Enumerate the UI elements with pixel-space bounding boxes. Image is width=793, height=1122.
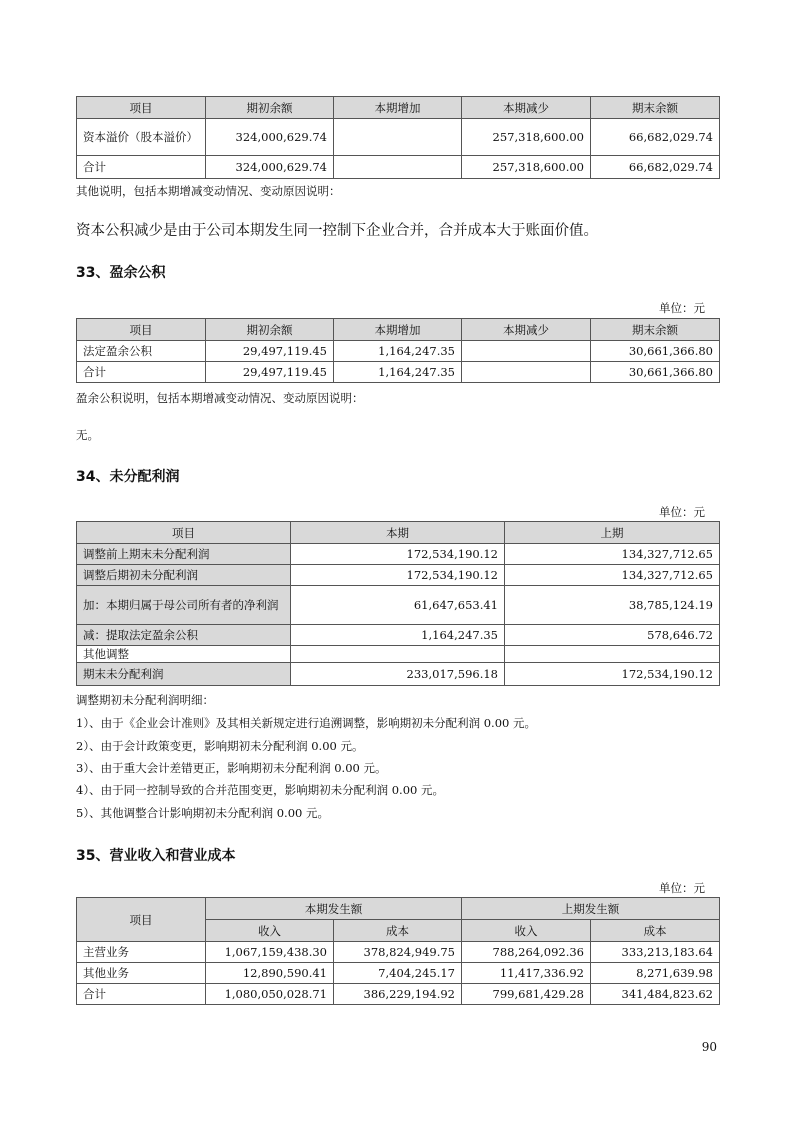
section-heading: 35、营业收入和营业成本 (76, 848, 236, 864)
header-cell: 成本 (334, 920, 462, 942)
row-label: 其他业务 (77, 963, 206, 984)
header-cell: 本期增加 (334, 319, 462, 341)
page-number: 90 (701, 1040, 717, 1054)
table-row (77, 963, 720, 984)
header-cell: 项目 (77, 319, 206, 341)
unit-label: 单位：元 (659, 505, 705, 519)
cell: 12,890,590.41 (206, 963, 334, 984)
cell (291, 646, 505, 663)
header-cell: 收入 (206, 920, 334, 942)
cell: 134,327,712.65 (505, 565, 720, 586)
table-row (77, 544, 720, 565)
unit-label: 单位：元 (659, 301, 705, 315)
cell: 8,271,639.98 (591, 963, 720, 984)
cell: 30,661,366.80 (591, 341, 720, 362)
table-row (77, 156, 720, 179)
capital-reserve-table (76, 96, 720, 179)
header-cell: 上期发生额 (462, 898, 720, 920)
cell: 378,824,949.75 (334, 942, 462, 963)
cell: 172,534,190.12 (505, 663, 720, 686)
table-row (77, 341, 720, 362)
header-cell: 项目 (77, 97, 206, 119)
cell: 341,484,823.62 (591, 984, 720, 1005)
cell: 7,404,245.17 (334, 963, 462, 984)
detail-label: 调整期初未分配利润明细： (76, 693, 214, 707)
header-cell: 期末余额 (591, 97, 720, 119)
header-cell: 项目 (77, 522, 291, 544)
cell: 324,000,629.74 (206, 119, 334, 156)
header-cell: 本期发生额 (206, 898, 462, 920)
header-cell: 上期 (505, 522, 720, 544)
section-heading: 34、未分配利润 (76, 469, 180, 485)
revenue-cost-table (76, 897, 720, 1005)
cell: 29,497,119.45 (206, 341, 334, 362)
cell: 324,000,629.74 (206, 156, 334, 179)
cell: 1,067,159,438.30 (206, 942, 334, 963)
table-row (77, 984, 720, 1005)
table-header-row (77, 97, 720, 119)
row-label: 其他调整 (77, 646, 291, 663)
cell: 1,164,247.35 (291, 625, 505, 646)
cell (334, 156, 462, 179)
header-cell: 本期增加 (334, 97, 462, 119)
cell (462, 341, 591, 362)
header-cell: 期初余额 (206, 97, 334, 119)
cell: 1,164,247.35 (334, 362, 462, 383)
header-cell: 期初余额 (206, 319, 334, 341)
cell: 257,318,600.00 (462, 119, 591, 156)
detail-item: 1）、由于《企业会计准则》及其相关新规定进行追溯调整，影响期初未分配利润 0.00 元。 (76, 716, 536, 730)
cell: 1,164,247.35 (334, 341, 462, 362)
note-label: 其他说明，包括本期增减变动情况、变动原因说明： (76, 184, 341, 198)
cell: 172,534,190.12 (291, 565, 505, 586)
cell: 66,682,029.74 (591, 119, 720, 156)
cell: 257,318,600.00 (462, 156, 591, 179)
row-label: 调整前上期末未分配利润 (77, 544, 291, 565)
row-label: 法定盈余公积 (77, 341, 206, 362)
cell: 172,534,190.12 (291, 544, 505, 565)
undistributed-profit-table (76, 521, 720, 686)
surplus-reserve-table (76, 318, 720, 383)
cell: 788,264,092.36 (462, 942, 591, 963)
detail-item: 5）、其他调整合计影响期初未分配利润 0.00 元。 (76, 806, 329, 820)
cell: 66,682,029.74 (591, 156, 720, 179)
row-label: 调整后期初未分配利润 (77, 565, 291, 586)
cell: 134,327,712.65 (505, 544, 720, 565)
cell: 799,681,429.28 (462, 984, 591, 1005)
table-row (77, 586, 720, 625)
row-label: 合计 (77, 156, 206, 179)
note-text: 无。 (76, 428, 99, 442)
header-cell: 本期 (291, 522, 505, 544)
cell: 1,080,050,028.71 (206, 984, 334, 1005)
detail-item: 3）、由于重大会计差错更正，影响期初未分配利润 0.00 元。 (76, 761, 387, 775)
header-cell: 成本 (591, 920, 720, 942)
cell (334, 119, 462, 156)
table-header-row (77, 898, 720, 920)
row-label: 资本溢价（股本溢价） (77, 119, 206, 156)
cell: 11,417,336.92 (462, 963, 591, 984)
row-label: 合计 (77, 984, 206, 1005)
cell: 30,661,366.80 (591, 362, 720, 383)
cell: 233,017,596.18 (291, 663, 505, 686)
table-row (77, 565, 720, 586)
header-cell: 期末余额 (591, 319, 720, 341)
cell (505, 646, 720, 663)
section-heading: 33、盈余公积 (76, 265, 166, 281)
header-cell: 项目 (77, 898, 206, 942)
table-row (77, 119, 720, 156)
table-row (77, 625, 720, 646)
cell: 29,497,119.45 (206, 362, 334, 383)
table-row (77, 362, 720, 383)
detail-item: 2）、由于会计政策变更，影响期初未分配利润 0.00 元。 (76, 739, 364, 753)
unit-label: 单位：元 (659, 881, 705, 895)
header-cell: 本期减少 (462, 97, 591, 119)
note-text: 资本公积减少是由于公司本期发生同一控制下企业合并，合并成本大于账面价值。 (76, 223, 598, 239)
row-label: 合计 (77, 362, 206, 383)
row-label: 期末未分配利润 (77, 663, 291, 686)
table-header-row (77, 522, 720, 544)
table-header-row (77, 319, 720, 341)
table-row (77, 646, 720, 663)
cell: 386,229,194.92 (334, 984, 462, 1005)
header-cell: 收入 (462, 920, 591, 942)
row-label: 主营业务 (77, 942, 206, 963)
table-row (77, 942, 720, 963)
table-row (77, 663, 720, 686)
row-label: 减：提取法定盈余公积 (77, 625, 291, 646)
cell: 333,213,183.64 (591, 942, 720, 963)
note-label: 盈余公积说明，包括本期增减变动情况、变动原因说明： (76, 391, 364, 405)
row-label: 加：本期归属于母公司所有者的净利润 (77, 586, 291, 625)
cell: 38,785,124.19 (505, 586, 720, 625)
cell (462, 362, 591, 383)
header-cell: 本期减少 (462, 319, 591, 341)
cell: 578,646.72 (505, 625, 720, 646)
cell: 61,647,653.41 (291, 586, 505, 625)
detail-item: 4）、由于同一控制导致的合并范围变更，影响期初未分配利润 0.00 元。 (76, 783, 444, 797)
